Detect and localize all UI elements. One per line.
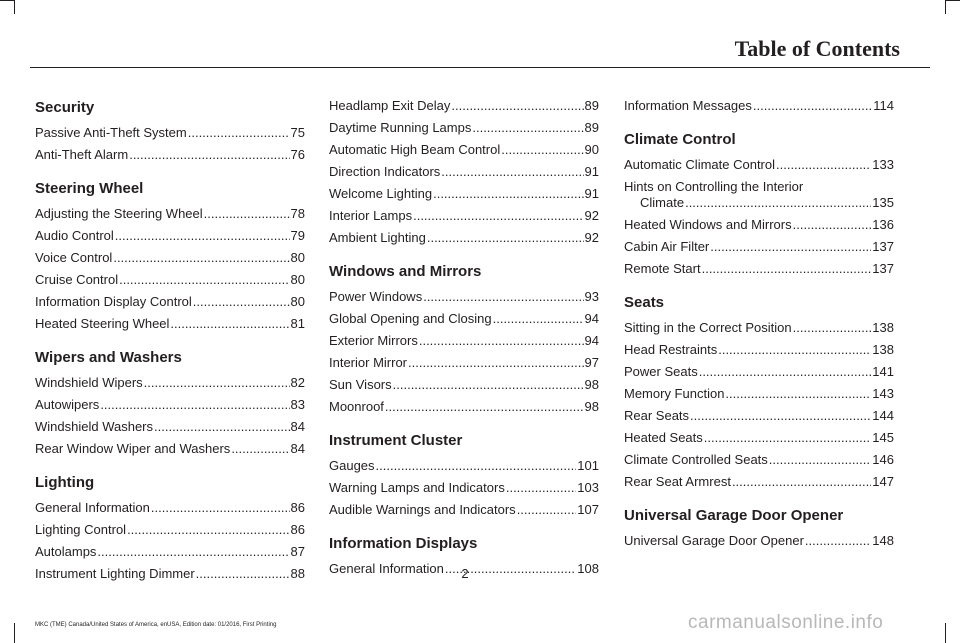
toc-entry[interactable] [624, 98, 894, 114]
entry-label: Direction Indicators [329, 164, 441, 179]
toc-entry[interactable] [329, 311, 599, 327]
entry-page-number: 88 [290, 566, 305, 581]
entry-page-number: 80 [290, 250, 305, 265]
entry-page-number: 93 [584, 289, 599, 304]
entry-page-number: 138 [872, 342, 894, 357]
section-heading: Information Displays [329, 535, 478, 552]
toc-entry[interactable] [329, 186, 599, 202]
dot-leader [119, 272, 289, 288]
dot-leader [702, 261, 872, 277]
dot-leader [151, 500, 290, 516]
entry-label: Voice Control [35, 250, 113, 265]
entry-page-number: 107 [577, 502, 599, 517]
dot-leader [472, 120, 583, 136]
toc-entry[interactable] [329, 399, 599, 415]
entry-label: Moonroof [329, 399, 384, 414]
dot-leader [501, 142, 583, 158]
toc-entry[interactable] [624, 386, 894, 402]
toc-entry[interactable] [35, 228, 305, 244]
entry-label: General Information [35, 500, 150, 515]
page-number: 2 [461, 566, 469, 581]
entry-label: Interior Lamps [329, 208, 413, 223]
toc-column-2 [329, 98, 599, 583]
section-heading: Seats [624, 294, 665, 311]
entry-label: Heated Windows and Mirrors [624, 217, 792, 232]
entry-label: Windshield Washers [35, 419, 154, 434]
entry-label: Daytime Running Lamps [329, 120, 472, 135]
toc-entry[interactable] [35, 206, 305, 222]
toc-section [329, 431, 599, 518]
toc-column-1 [35, 98, 305, 588]
entry-label: Welcome Lighting [329, 186, 433, 201]
page-title: Table of Contents [734, 36, 900, 61]
entry-label: Cruise Control [35, 272, 119, 287]
entry-label: Universal Garage Door Opener [624, 533, 804, 548]
dot-leader [493, 311, 584, 327]
entry-label: Exterior Mirrors [329, 333, 418, 348]
entry-label: Audible Warnings and Indicators [329, 502, 516, 517]
toc-entry[interactable] [329, 142, 599, 158]
crop-mark [14, 623, 15, 643]
toc-entry[interactable] [35, 397, 305, 413]
entry-page-number: 141 [872, 364, 894, 379]
toc-entry[interactable] [329, 333, 599, 349]
dot-leader [753, 98, 872, 114]
toc-entry[interactable] [329, 208, 599, 224]
entry-label: Heated Steering Wheel [35, 316, 170, 331]
toc-entry[interactable] [329, 458, 599, 474]
entry-page-number: 94 [584, 311, 599, 326]
entry-page-number: 89 [584, 120, 599, 135]
dot-leader [433, 186, 583, 202]
dot-leader [393, 377, 584, 393]
dot-leader [704, 430, 872, 446]
entry-label: Windshield Wipers [35, 375, 143, 390]
edition-footer: MKC (TME) Canada/United States of America, enUSA, Edition date: 01/2016, First Printing [35, 622, 277, 628]
entry-label: Remote Start [624, 261, 701, 276]
toc-entry[interactable] [35, 441, 305, 457]
toc-entry[interactable] [35, 147, 305, 163]
dot-leader [441, 164, 583, 180]
dot-leader [115, 228, 290, 244]
toc-section [329, 262, 599, 415]
dot-leader [685, 195, 871, 211]
toc-entry[interactable] [35, 272, 305, 288]
dot-leader [776, 157, 871, 173]
toc-entry[interactable] [35, 419, 305, 435]
dot-leader [193, 294, 290, 310]
dot-leader [517, 502, 577, 518]
entry-page-number: 75 [290, 125, 305, 140]
toc-entry[interactable] [624, 533, 894, 549]
dot-leader [690, 408, 871, 424]
toc-entry[interactable] [329, 98, 599, 114]
entry-page-number: 114 [873, 98, 894, 113]
entry-page-number: 145 [872, 430, 894, 445]
crop-mark [946, 0, 960, 1]
dot-leader [419, 333, 584, 349]
toc-entry[interactable] [624, 364, 894, 380]
toc-section [624, 130, 894, 277]
entry-page-number: 143 [872, 386, 894, 401]
toc-entry[interactable] [624, 474, 894, 490]
entry-label: Power Windows [329, 289, 423, 304]
entry-label-continued: Climate [640, 195, 685, 210]
entry-page-number: 80 [290, 294, 305, 309]
toc-section [35, 348, 305, 457]
toc-entry[interactable] [624, 157, 894, 173]
toc-section [35, 98, 305, 163]
dot-leader [204, 206, 290, 222]
entry-page-number: 136 [872, 217, 894, 232]
toc-entry[interactable] [624, 408, 894, 424]
entry-page-number: 133 [872, 157, 894, 172]
entry-page-number: 147 [872, 474, 894, 489]
toc-entry[interactable] [624, 239, 894, 255]
dot-leader [100, 397, 289, 413]
section-heading: Security [35, 99, 95, 116]
entry-label: Gauges [329, 458, 375, 473]
entry-page-number: 80 [290, 272, 305, 287]
entry-page-number: 137 [872, 261, 894, 276]
section-heading: Wipers and Washers [35, 349, 182, 366]
dot-leader [423, 289, 583, 305]
toc-entry[interactable] [35, 522, 305, 538]
toc-entry[interactable] [35, 544, 305, 560]
crop-mark [14, 0, 15, 14]
entry-label: General Information [329, 561, 444, 576]
entry-page-number: 148 [872, 533, 894, 548]
dot-leader [699, 364, 872, 380]
section-heading: Windows and Mirrors [329, 263, 482, 280]
dot-leader [769, 452, 872, 468]
dot-leader [413, 208, 583, 224]
dot-leader [113, 250, 289, 266]
entry-page-number: 146 [872, 452, 894, 467]
entry-page-number: 91 [584, 186, 599, 201]
entry-label: Climate Controlled Seats [624, 452, 768, 467]
dot-leader [376, 458, 577, 474]
entry-label: Rear Seats [624, 408, 690, 423]
dot-leader [170, 316, 289, 332]
toc-entry[interactable] [624, 452, 894, 468]
section-heading: Lighting [35, 474, 95, 491]
toc-entry[interactable] [35, 375, 305, 391]
dot-leader [144, 375, 290, 391]
toc-entry[interactable] [35, 500, 305, 516]
entry-page-number: 81 [290, 316, 305, 331]
entry-page-number: 91 [584, 164, 599, 179]
entry-page-number: 76 [290, 147, 305, 162]
entry-label: Rear Window Wiper and Washers [35, 441, 231, 456]
crop-mark [945, 623, 946, 643]
dot-leader [231, 441, 289, 457]
entry-label: Autowipers [35, 397, 100, 412]
dot-leader [427, 230, 584, 246]
entry-page-number: 103 [577, 480, 599, 495]
toc-section [329, 98, 599, 246]
entry-label: Cabin Air Filter [624, 239, 710, 254]
entry-label: Information Messages [624, 98, 752, 113]
entry-page-number: 101 [577, 458, 599, 473]
entry-page-number: 86 [290, 522, 305, 537]
toc-entry[interactable] [329, 502, 599, 518]
toc-entry[interactable] [329, 289, 599, 305]
entry-label: Passive Anti-Theft System [35, 125, 187, 140]
entry-label: Information Display Control [35, 294, 192, 309]
entry-label: Hints on Controlling the Interior [624, 179, 804, 194]
toc-column-3 [624, 98, 894, 555]
entry-page-number: 138 [872, 320, 894, 335]
entry-label: Instrument Lighting Dimmer [35, 566, 195, 581]
entry-page-number: 98 [584, 377, 599, 392]
entry-page-number: 90 [584, 142, 599, 157]
toc-entry[interactable] [624, 179, 894, 211]
toc-entry[interactable] [329, 377, 599, 393]
section-heading: Instrument Cluster [329, 432, 463, 449]
entry-label: Automatic Climate Control [624, 157, 775, 172]
entry-page-number: 89 [584, 98, 599, 113]
toc-entry[interactable] [329, 480, 599, 496]
toc-entry[interactable] [329, 355, 599, 371]
toc-entry[interactable] [35, 125, 305, 141]
dot-leader [408, 355, 584, 371]
toc-entry[interactable] [624, 261, 894, 277]
entry-page-number: 83 [290, 397, 305, 412]
entry-page-number: 144 [872, 408, 894, 423]
dot-leader [718, 342, 871, 358]
entry-label: Autolamps [35, 544, 97, 559]
toc-section [624, 293, 894, 490]
dot-leader [154, 419, 290, 435]
entry-page-number: 108 [577, 561, 599, 576]
entry-label: Anti-Theft Alarm [35, 147, 129, 162]
dot-leader [793, 320, 872, 336]
toc-section [624, 506, 894, 549]
dot-leader [732, 474, 871, 490]
header-rule [30, 67, 930, 68]
entry-label: Warning Lamps and Indicators [329, 480, 505, 495]
entry-label: Lighting Control [35, 522, 127, 537]
toc-entry[interactable] [624, 217, 894, 233]
dot-leader [793, 217, 872, 233]
toc-entry[interactable] [329, 120, 599, 136]
toc-entry[interactable] [624, 320, 894, 336]
section-heading: Steering Wheel [35, 180, 144, 197]
dot-leader [506, 480, 576, 496]
entry-label: Sun Visors [329, 377, 392, 392]
entry-label: Head Restraints [624, 342, 718, 357]
entry-label: Ambient Lighting [329, 230, 426, 245]
entry-page-number: 98 [584, 399, 599, 414]
toc-section [35, 179, 305, 332]
toc-entry[interactable] [329, 164, 599, 180]
entry-page-number: 82 [290, 375, 305, 390]
entry-label: Interior Mirror [329, 355, 408, 370]
entry-label: Rear Seat Armrest [624, 474, 731, 489]
section-heading: Universal Garage Door Opener [624, 507, 844, 524]
toc-entry[interactable] [35, 294, 305, 310]
dot-leader [805, 533, 871, 549]
entry-label: Headlamp Exit Delay [329, 98, 451, 113]
entry-page-number: 137 [872, 239, 894, 254]
toc-entry[interactable] [624, 342, 894, 358]
entry-label: Global Opening and Closing [329, 311, 492, 326]
entry-page-number: 78 [290, 206, 305, 221]
dot-leader [385, 399, 584, 415]
entry-page-number: 92 [584, 208, 599, 223]
dot-leader [97, 544, 289, 560]
entry-page-number: 86 [290, 500, 305, 515]
entry-page-number: 84 [290, 441, 305, 456]
entry-label: Adjusting the Steering Wheel [35, 206, 203, 221]
entry-label: Power Seats [624, 364, 698, 379]
toc-entry[interactable] [329, 230, 599, 246]
entry-page-number: 87 [290, 544, 305, 559]
toc-entry[interactable] [624, 430, 894, 446]
entry-page-number: 79 [290, 228, 305, 243]
entry-continuation [624, 195, 894, 211]
entry-label: Sitting in the Correct Position [624, 320, 792, 335]
watermark[interactable]: carmanualsonline.info [688, 612, 884, 633]
dot-leader [127, 522, 289, 538]
entry-page-number: 97 [584, 355, 599, 370]
dot-leader [188, 125, 290, 141]
section-heading: Climate Control [624, 131, 736, 148]
entry-label: Memory Function [624, 386, 725, 401]
entry-page-number: 135 [872, 195, 894, 210]
dot-leader [129, 147, 289, 163]
entry-page-number: 84 [290, 419, 305, 434]
entry-page-number: 92 [584, 230, 599, 245]
entry-page-number: 94 [584, 333, 599, 348]
entry-label: Heated Seats [624, 430, 703, 445]
entry-label: Automatic High Beam Control [329, 142, 501, 157]
toc-entry[interactable] [35, 250, 305, 266]
entry-label: Audio Control [35, 228, 114, 243]
dot-leader [725, 386, 871, 402]
toc-entry[interactable] [35, 316, 305, 332]
dot-leader [451, 98, 583, 114]
crop-mark [945, 0, 946, 14]
dot-leader [710, 239, 871, 255]
toc-section [624, 98, 894, 114]
crop-mark [0, 0, 14, 1]
